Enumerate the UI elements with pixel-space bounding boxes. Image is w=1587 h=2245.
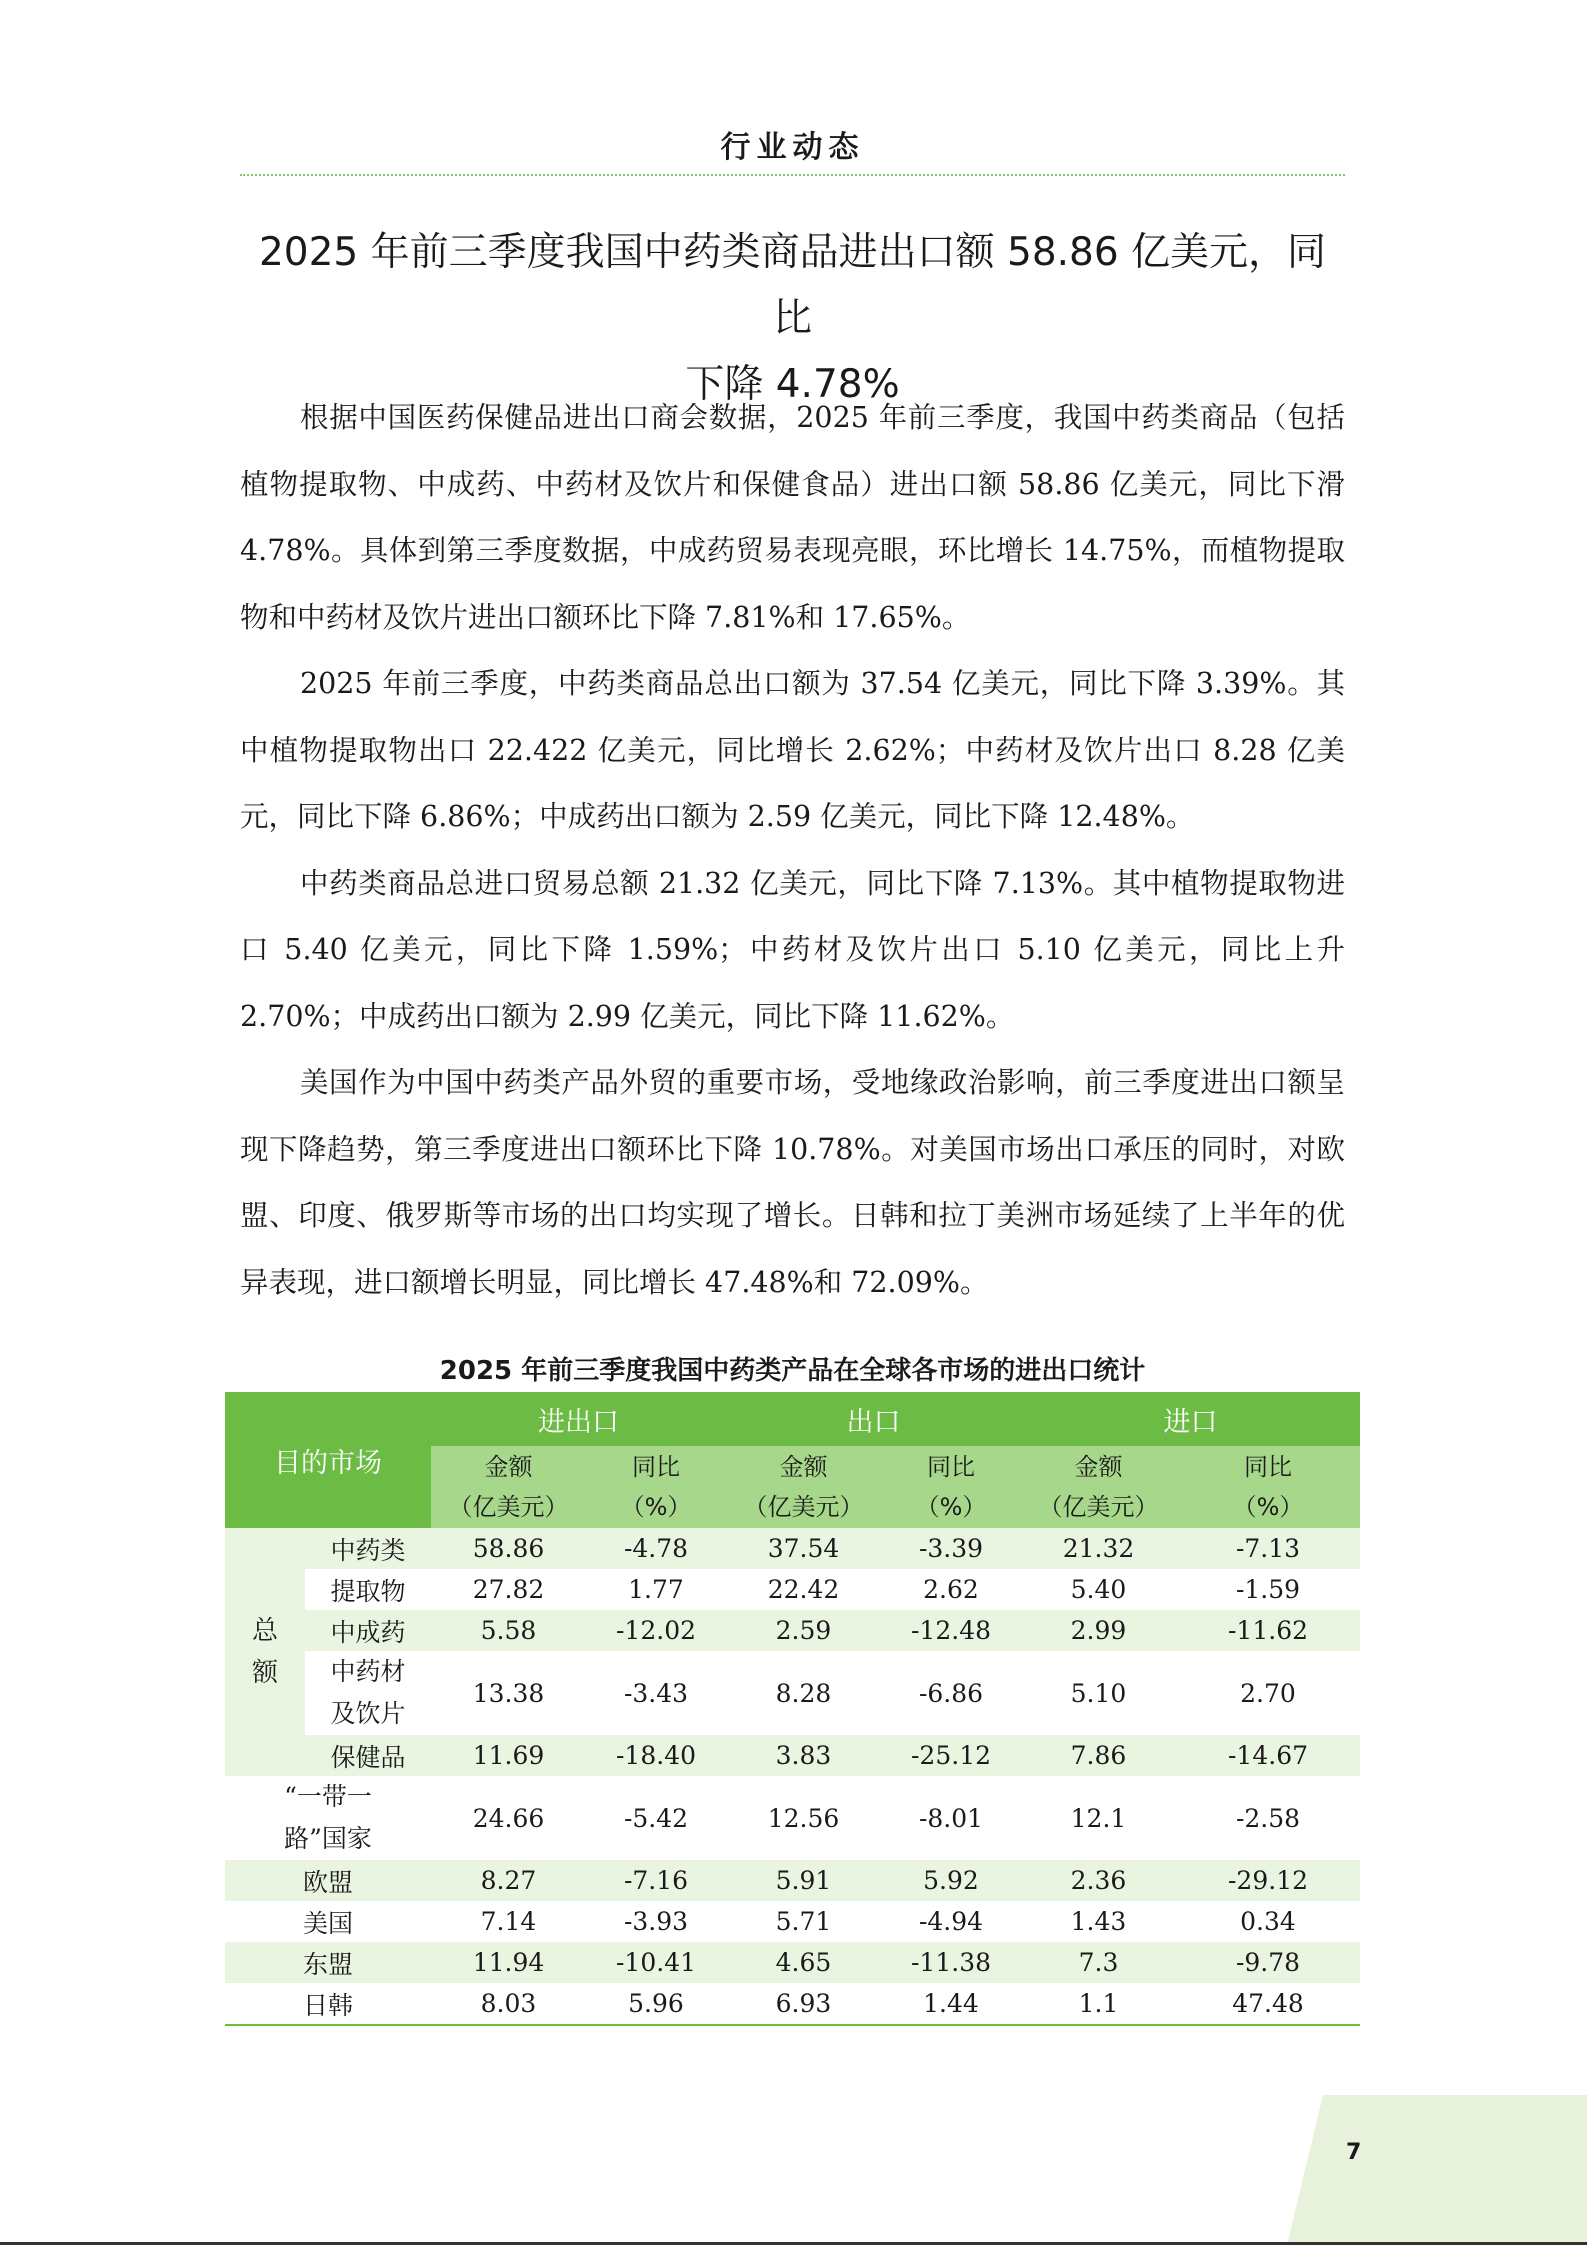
cell: 1.1 <box>1021 1983 1176 2025</box>
paragraph: 根据中国医药保健品进出口商会数据，2025 年前三季度，我国中药类商品（包括植物提取物、中成药、中药材及饮片和保健食品）进出口额 58.86 亿美元，同比下滑 4.78%。具体到第三季度数据，中成药贸易表现亮眼，环比增长 14.75%，而植物提取物和中药材及饮片进出口额环比下降 7.81%和 17.65%。 <box>240 401 1345 634</box>
cell: 3.83 <box>726 1735 881 1776</box>
article-title-line2: 下降 4.78% <box>685 362 900 407</box>
cell: -5.42 <box>623 1803 689 1833</box>
cell: 21.32 <box>1021 1528 1176 1569</box>
cell: 22.42 <box>767 1575 840 1604</box>
cell: 47.48 <box>1176 1983 1360 2025</box>
cell: 11.94 <box>431 1942 586 1983</box>
cell: 1.77 <box>628 1575 684 1604</box>
group-header: 进出口 <box>431 1392 726 1446</box>
cell: -7.16 <box>586 1860 726 1901</box>
table-row <box>225 1983 1360 2025</box>
cell: 0.34 <box>1240 1907 1296 1936</box>
cell: 2.70 <box>1240 1678 1296 1708</box>
amount-unit: （亿美元） <box>743 1493 864 1521</box>
yoy-unit: （%） <box>620 1493 692 1521</box>
cell: -8.01 <box>918 1803 984 1833</box>
row-label: 美国 <box>302 1908 353 1938</box>
cell: -4.94 <box>918 1907 984 1936</box>
cell: 13.38 <box>472 1678 545 1708</box>
cell: 27.82 <box>472 1575 545 1604</box>
row-label: 中成药 <box>305 1610 431 1651</box>
table-row <box>225 1735 1360 1776</box>
row-label: 保健品 <box>305 1735 431 1776</box>
group-header: 进口 <box>1021 1392 1360 1446</box>
cell: 1.43 <box>1070 1907 1127 1936</box>
section-header-text: 行业动态 <box>720 130 865 165</box>
cell: -14.67 <box>1176 1735 1360 1776</box>
yoy-label: 同比 <box>1244 1453 1292 1481</box>
cell: 5.58 <box>431 1610 586 1651</box>
cell: 8.03 <box>431 1983 586 2025</box>
trade-stats-table <box>225 1392 1360 2026</box>
yoy-header <box>1176 1446 1360 1528</box>
cell: 58.86 <box>431 1528 586 1569</box>
cell: -3.39 <box>881 1528 1021 1569</box>
table-title: 2025 年前三季度我国中药类产品在全球各市场的进出口统计 <box>439 1356 1146 1386</box>
market-header: 目的市场 <box>225 1392 431 1528</box>
cell: 2.59 <box>726 1610 881 1651</box>
paragraph: 中药类商品总进口贸易总额 21.32 亿美元，同比下降 7.13%。其中植物提取物进口 5.40 亿美元，同比下降 1.59%；中药材及饮片出口 5.10 亿美元，同比上升 2.70%；中成药出口额为 2.99 亿美元，同比下降 11.62%。 <box>240 866 1345 1033</box>
cell: 5.91 <box>726 1860 881 1901</box>
cell: -3.43 <box>623 1678 689 1708</box>
row-label <box>225 1776 431 1860</box>
cell: 2.99 <box>1021 1610 1176 1651</box>
row-label-text: 中药材及饮片 <box>330 1657 406 1728</box>
cell: 6.93 <box>726 1983 881 2025</box>
cell: -1.59 <box>1235 1575 1301 1604</box>
cell: 2.36 <box>1021 1860 1176 1901</box>
cell: 12.56 <box>767 1803 840 1833</box>
yoy-unit: （%） <box>915 1493 987 1521</box>
article-title-line1: 2025 年前三季度我国中药类商品进出口额 58.86 亿美元，同比 <box>258 230 1327 341</box>
yoy-unit: （%） <box>1232 1493 1304 1521</box>
cell: -12.02 <box>586 1610 726 1651</box>
cell: 5.96 <box>586 1983 726 2025</box>
cell: -12.48 <box>881 1610 1021 1651</box>
cell: 7.86 <box>1021 1735 1176 1776</box>
amount-unit: （亿美元） <box>448 1493 569 1521</box>
row-label: 东盟 <box>225 1942 431 1983</box>
amount-header <box>431 1446 586 1528</box>
row-label: 日韩 <box>225 1983 431 2025</box>
page-number: 7 <box>1346 2140 1362 2165</box>
total-group-label <box>225 1528 305 1776</box>
cell: -3.93 <box>623 1907 689 1936</box>
group-header: 出口 <box>726 1392 1021 1446</box>
yoy-header <box>881 1446 1021 1528</box>
cell: 7.14 <box>480 1907 537 1936</box>
cell: -9.78 <box>1176 1942 1360 1983</box>
cell: -2.58 <box>1235 1803 1301 1833</box>
cell: -11.62 <box>1176 1610 1360 1651</box>
cell: -18.40 <box>586 1735 726 1776</box>
cell: -11.38 <box>881 1942 1021 1983</box>
table-row <box>225 1651 1360 1735</box>
yoy-label: 同比 <box>632 1453 680 1481</box>
cell: -10.41 <box>586 1942 726 1983</box>
row-label-text: “一带一路”国家 <box>284 1782 372 1853</box>
cell: -29.12 <box>1176 1860 1360 1901</box>
row-label: 欧盟 <box>225 1860 431 1901</box>
cell: 1.44 <box>881 1983 1021 2025</box>
amount-label: 金额 <box>779 1453 828 1481</box>
row-label: 中药类 <box>305 1528 431 1569</box>
cell: 5.10 <box>1070 1678 1127 1708</box>
amount-label: 金额 <box>1074 1453 1123 1481</box>
cell: 12.1 <box>1070 1803 1127 1833</box>
total-group-text: 总额 <box>251 1616 278 1688</box>
amount-header <box>726 1446 881 1528</box>
paragraph: 2025 年前三季度，中药类商品总出口额为 37.54 亿美元，同比下降 3.39%。其中植物提取物出口 22.422 亿美元，同比增长 2.62%；中药材及饮片出口 8.28 亿美元，同比下降 6.86%；中成药出口额为 2.59 亿美元，同比下降 12.48%。 <box>240 667 1345 833</box>
amount-header <box>1021 1446 1176 1528</box>
row-label <box>305 1651 431 1735</box>
amount-label: 金额 <box>484 1453 533 1481</box>
cell: 4.65 <box>726 1942 881 1983</box>
cell: 5.71 <box>775 1907 832 1936</box>
cell: 11.69 <box>431 1735 586 1776</box>
cell: -7.13 <box>1176 1528 1360 1569</box>
cell: -4.78 <box>586 1528 726 1569</box>
yoy-header <box>586 1446 726 1528</box>
amount-unit: （亿美元） <box>1038 1493 1159 1521</box>
row-label: 提取物 <box>330 1576 406 1606</box>
cell: 5.92 <box>881 1860 1021 1901</box>
cell: 24.66 <box>472 1803 545 1833</box>
table-row <box>225 1569 1360 1610</box>
article-body <box>240 385 1345 1316</box>
yoy-label: 同比 <box>927 1453 975 1481</box>
cell: 8.28 <box>775 1678 832 1708</box>
table-row <box>225 1528 1360 1569</box>
cell: 5.40 <box>1070 1575 1127 1604</box>
table-row <box>225 1610 1360 1651</box>
cell: 8.27 <box>431 1860 586 1901</box>
page-corner-decoration <box>1287 2095 1587 2245</box>
table-row <box>225 1776 1360 1860</box>
table-row <box>225 1860 1360 1901</box>
table-row <box>225 1942 1360 1983</box>
cell: 2.62 <box>923 1575 979 1604</box>
cell: 37.54 <box>726 1528 881 1569</box>
table-row <box>225 1901 1360 1942</box>
cell: -6.86 <box>918 1678 984 1708</box>
cell: 7.3 <box>1021 1942 1176 1983</box>
paragraph: 美国作为中国中药类产品外贸的重要市场，受地缘政治影响，前三季度进出口额呈现下降趋势，第三季度进出口额环比下降 10.78%。对美国市场出口承压的同时，对欧盟、印度、俄罗斯等市场的出口均实现了增长。日韩和拉丁美洲市场延续了上半年的优异表现，进口额增长明显，同比增长 47.48%和 72.09%。 <box>240 1066 1345 1299</box>
section-header <box>240 118 1345 176</box>
cell: -25.12 <box>881 1735 1021 1776</box>
